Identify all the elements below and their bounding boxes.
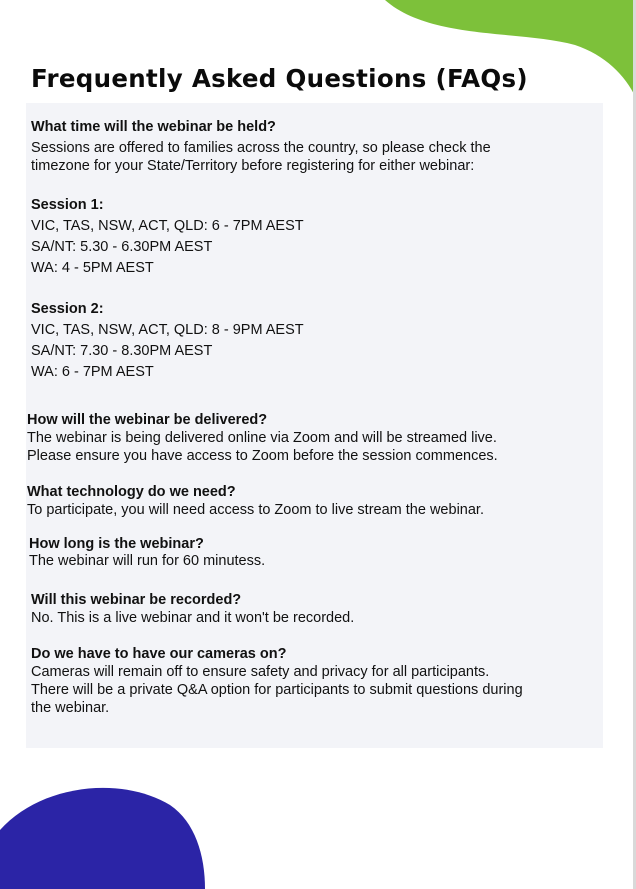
faq-question-duration: How long is the webinar? [29, 536, 204, 552]
faq-answer-webinar-time: Sessions are offered to families across the country, so please check the timezone for your State/Territory before registering for either webinar: [31, 140, 491, 174]
faq-answer-duration: The webinar will run for 60 minutess. [29, 553, 266, 569]
faq-answer-delivery: The webinar is being delivered online via Zoom and will be streamed live. Please ensure you have access to Zoom before the session commences. [27, 430, 498, 464]
session-1-line: SA/NT: 5.30 - 6.30PM AEST [31, 239, 213, 255]
page-title: Frequently Asked Questions (FAQs) [31, 64, 528, 93]
faq-question-webinar-time: What time will the webinar be held? [31, 119, 276, 135]
faq-question-technology: What technology do we need? [27, 484, 236, 500]
faq-answer-recording: No. This is a live webinar and it won't be recorded. [31, 610, 355, 626]
blue-corner-shape [0, 780, 220, 889]
faq-answer-cameras: Cameras will remain off to ensure safety and privacy for all participants. There will be a private Q&A option for participants to submit questions during the webinar. [31, 664, 523, 716]
green-corner-shape [0, 0, 636, 110]
session-2-line: SA/NT: 7.30 - 8.30PM AEST [31, 343, 213, 359]
session-2-line: WA: 6 - 7PM AEST [31, 364, 154, 380]
session-1-line: VIC, TAS, NSW, ACT, QLD: 6 - 7PM AEST [31, 218, 304, 234]
session-2-title: Session 2: [31, 301, 104, 317]
faq-answer-technology: To participate, you will need access to Zoom to live stream the webinar. [27, 502, 484, 518]
faq-question-delivery: How will the webinar be delivered? [27, 412, 268, 428]
faq-question-recording: Will this webinar be recorded? [31, 592, 242, 608]
session-1-title: Session 1: [31, 197, 104, 213]
session-2-line: VIC, TAS, NSW, ACT, QLD: 8 - 9PM AEST [31, 322, 304, 338]
faq-question-cameras: Do we have to have our cameras on? [31, 646, 287, 662]
session-2-block [31, 299, 304, 383]
session-1-line: WA: 4 - 5PM AEST [31, 260, 154, 276]
session-1-block [31, 195, 304, 279]
